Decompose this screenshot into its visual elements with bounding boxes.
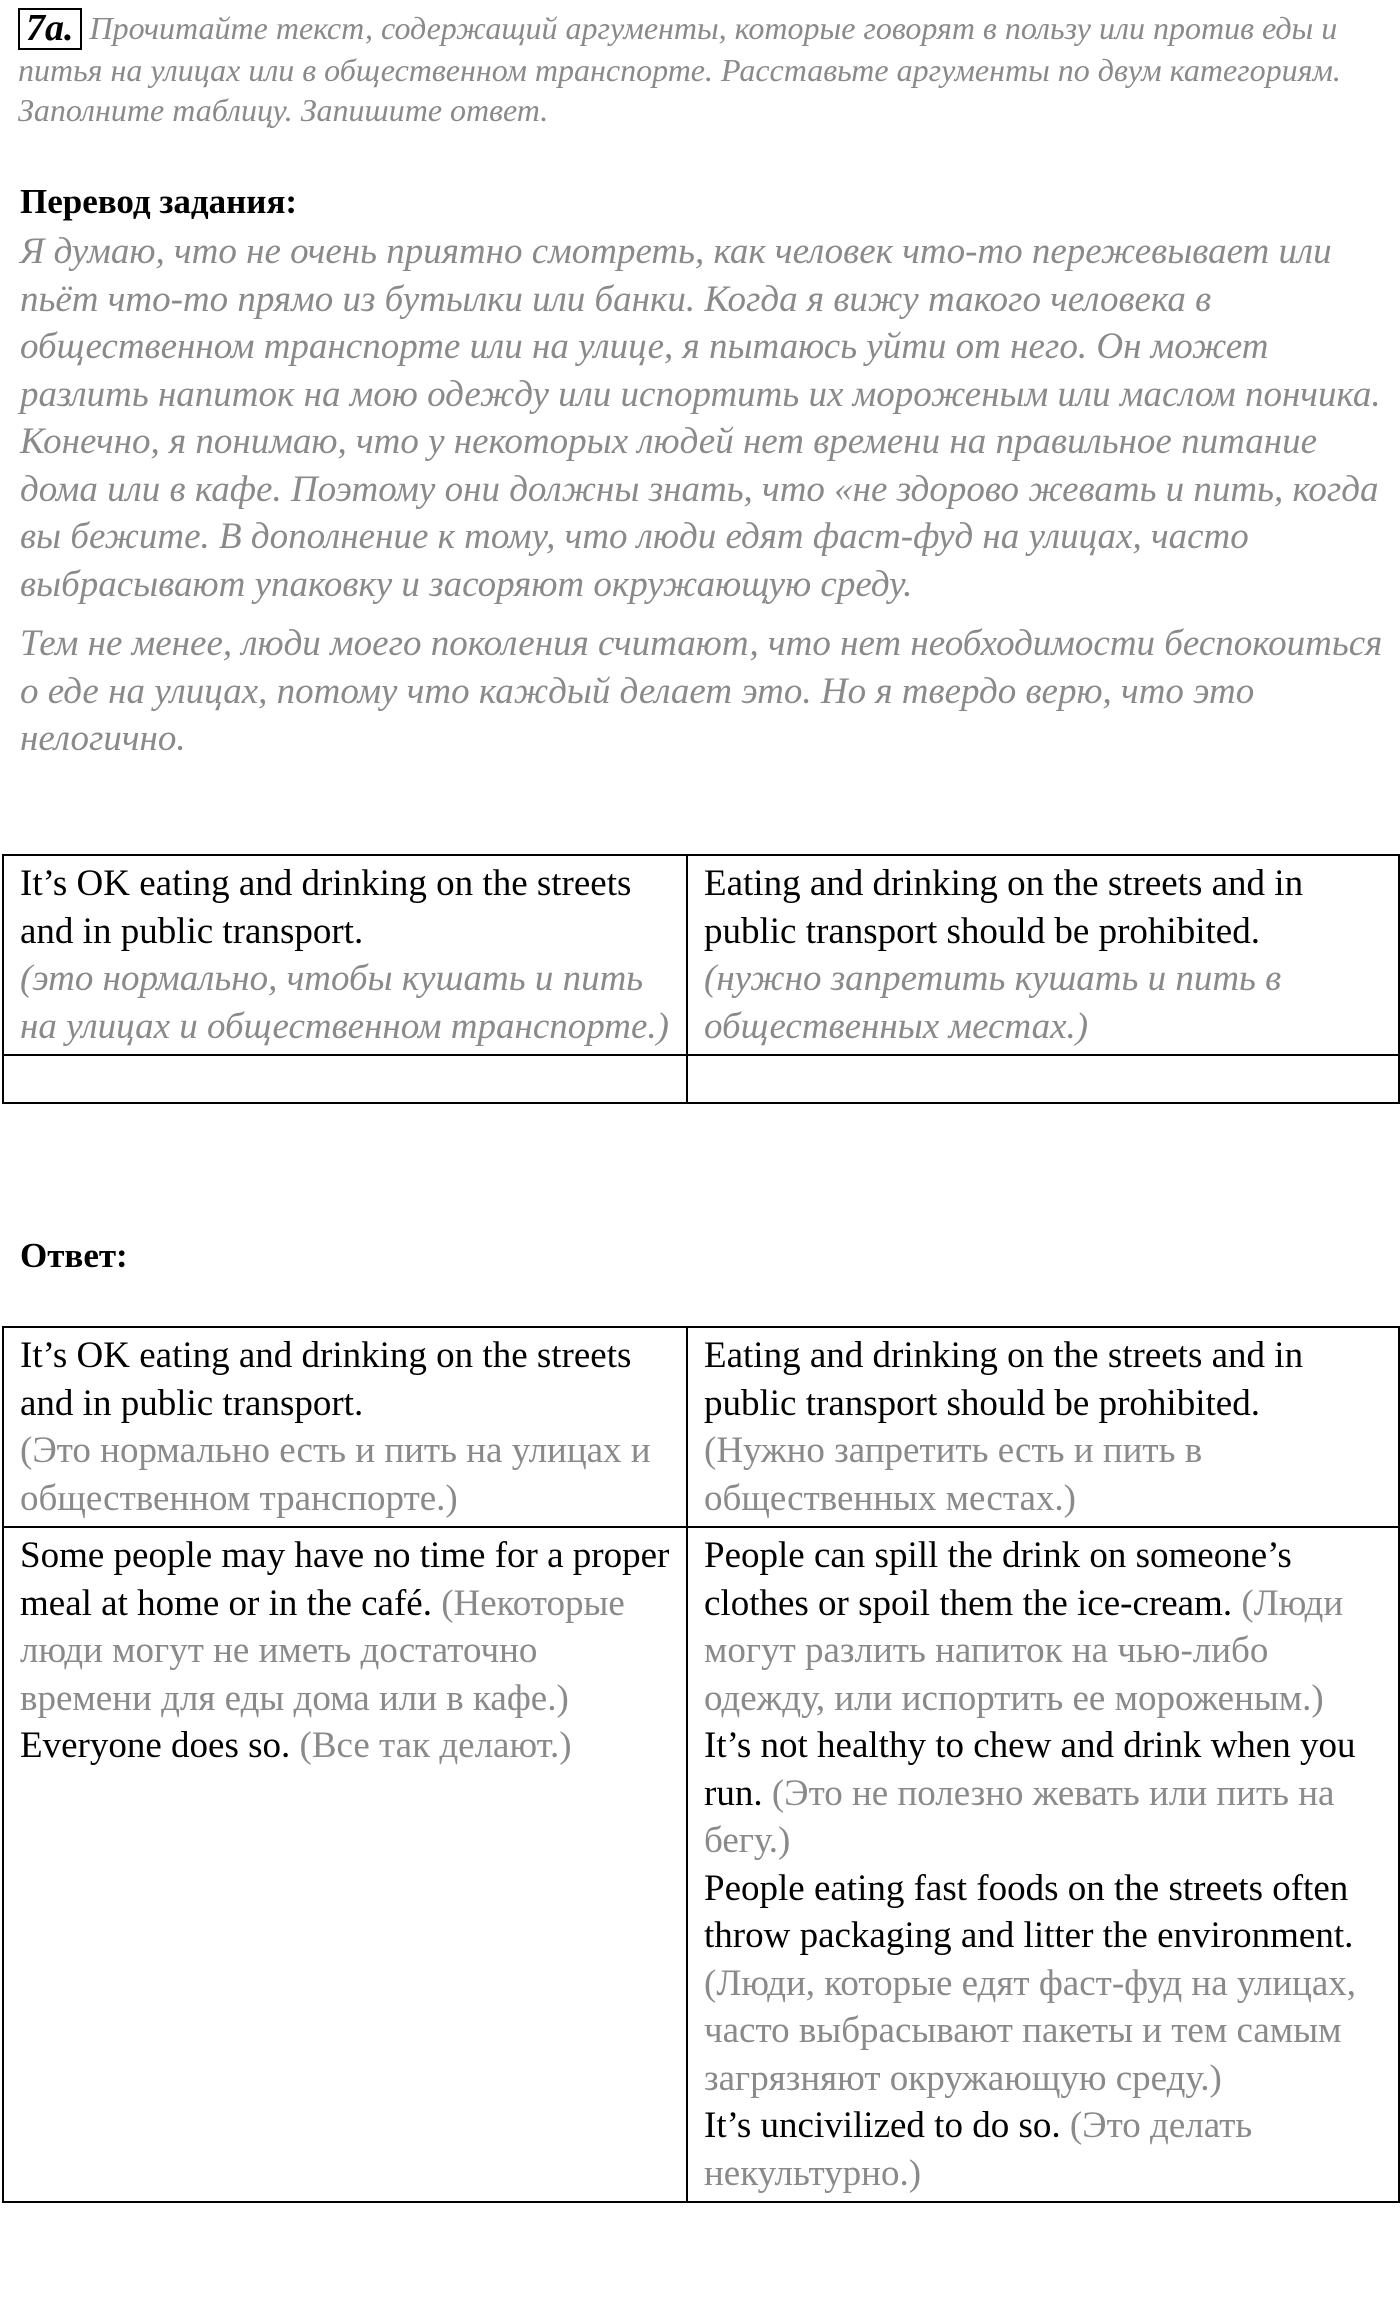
answer-col2-header-en: Eating and drinking on the streets and in public transport should be prohibited. xyxy=(704,1335,1304,1424)
answer-col2-item-ru: (Это не полезно жевать или пить на бегу.) xyxy=(704,1772,1335,1861)
answer-table-col1-header xyxy=(3,1327,687,1527)
answer-col2-item-ru: (Люди, которые едят фаст-фуд на улицах, часто выбрасывают пакеты и тем самым загрязняют окружающую среду.) xyxy=(704,1962,1357,2099)
answer-col2-item-en: It’s uncivilized to do so. xyxy=(704,2105,1061,2146)
answer-table-header-row xyxy=(3,1327,1399,1527)
task-table-col2-header xyxy=(687,855,1399,1055)
task-number: 7a. xyxy=(18,8,82,50)
task-table xyxy=(2,854,1400,1104)
task-col2-header-en: Eating and drinking on the streets and in public transport should be prohibited. xyxy=(704,863,1304,952)
answer-col1-item-ru: (Некоторые люди могут не иметь достаточно времени для еды дома или в кафе.) xyxy=(20,1582,625,1719)
answer-col2-item-ru: (Это делать некультурно.) xyxy=(704,2105,1253,2194)
answer-col1-cell xyxy=(3,1527,687,2202)
answer-col2-item-en: People eating fast foods on the streets often throw packaging and litter the environment. xyxy=(704,1867,1354,1956)
answer-col1-header-ru: (Это нормально есть и пить на улицах и общественном транспорте.) xyxy=(20,1430,651,1519)
task-header xyxy=(18,8,1388,130)
list-item xyxy=(704,1722,1382,1865)
task-table-empty-cell-1 xyxy=(3,1055,687,1103)
answer-col2-header-ru: (Нужно запретить есть и пить в общественных местах.) xyxy=(704,1430,1203,1519)
task-col1-header-en: It’s OK eating and drinking on the streets and in public transport. xyxy=(20,863,632,952)
answer-heading: Ответ: xyxy=(20,1236,128,1275)
task-table-empty-row xyxy=(3,1055,1399,1103)
answer-col2-item-en: People can spill the drink on someone’s clothes or spoil them the ice-cream. xyxy=(704,1535,1292,1624)
answer-col1-header-en: It’s OK eating and drinking on the streets and in public transport. xyxy=(20,1335,632,1424)
answer-col2-item-ru: (Люди могут разлить напиток на чью-либо одежду, или испортить ее мороженым.) xyxy=(704,1582,1344,1719)
list-item xyxy=(704,2102,1382,2197)
task-instruction: Прочитайте текст, содержащий аргументы, которые говорят в пользу или против еды и питья на улицах или в общественном транспорте. Расставьте аргументы по двум категориям. Заполните таблицу. Запишите ответ. xyxy=(18,10,1341,128)
translation-text xyxy=(20,228,1395,763)
translation-paragraph-1: Я думаю, что не очень приятно смотреть, как человек что-то пережевывает или пьёт что-то прямо из бутылки или банки. Когда я вижу такого человека в общественном транспорте или на улице, я пытаюсь уйти от него. Он может разлить напиток на мою одежду или испортить их мороженым или маслом пончика. Конечно, я понимаю, что у некоторых людей нет времени на правильное питание дома или в кафе. Поэтому они должны знать, что «не здорово жевать и пить, когда вы бежите. В дополнение к тому, что люди едят фаст-фуд на улицах, часто выбрасывают упаковку и засоряют окружающую среду. xyxy=(20,231,1381,605)
task-col2-header-ru: (нужно запретить кушать и пить в общественных местах.) xyxy=(704,958,1282,1047)
task-col1-header-ru: (это нормально, чтобы кушать и пить на улицах и общественном транспорте.) xyxy=(20,958,669,1047)
task-table-col1-header xyxy=(3,855,687,1055)
answer-col1-item-ru: (Все так делают.) xyxy=(299,1725,572,1766)
answer-table-col2-header xyxy=(687,1327,1399,1527)
list-item xyxy=(704,1865,1382,2103)
answer-col2-cell xyxy=(687,1527,1399,2202)
answer-col1-item-en: Some people may have no time for a proper meal at home or in the café. xyxy=(20,1535,670,1624)
task-table-empty-cell-2 xyxy=(687,1055,1399,1103)
list-item xyxy=(704,1532,1382,1722)
answer-table-body-row xyxy=(3,1527,1399,2202)
answer-col1-item-en: Everyone does so. xyxy=(20,1725,291,1766)
translation-heading: Перевод задания: xyxy=(20,182,298,221)
list-item xyxy=(20,1722,670,1770)
answer-table xyxy=(2,1326,1400,2203)
task-table-header-row xyxy=(3,855,1399,1055)
list-item xyxy=(20,1532,670,1722)
translation-paragraph-2: Тем не менее, люди моего поколения считают, что нет необходимости беспокоиться о еде на улицах, потому что каждый делает это. Но я твердо верю, что это нелогично. xyxy=(20,623,1383,759)
answer-col2-item-en: It’s not healthy to chew and drink when you run. xyxy=(704,1725,1356,1814)
